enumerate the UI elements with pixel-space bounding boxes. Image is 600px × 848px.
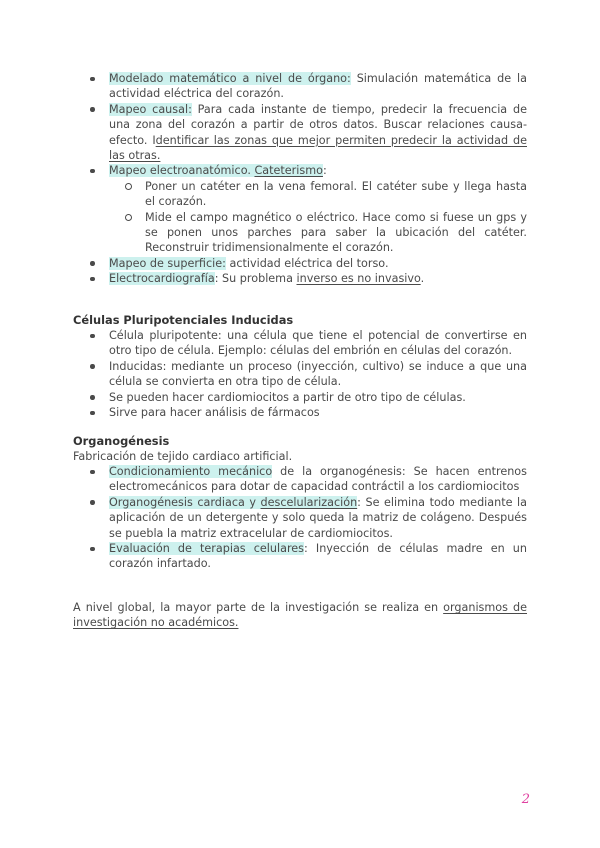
highlighted-label: Mapeo de superficie: (109, 256, 226, 270)
page-number: 2 (521, 792, 530, 807)
list-item: Célula pluripotente: una célula que tiene el potencial de convertirse en otro tipo de célula. Ejemplo: células del embrión en células del corazón. (109, 329, 527, 358)
list-item: Mapeo de superficie: actividad eléctrica del torso. (109, 256, 527, 271)
underlined-text: inverso es no invasivo (296, 272, 421, 286)
sub-list-item: Mide el campo magnético o eléctrico. Hace como si fuese un gps y se ponen unos parches para saber la ubicación del catéter. Reconstruir tridimensionalmente el corazón. (145, 210, 527, 255)
highlighted-label: Electrocardiografía (109, 272, 215, 286)
methods-list (0, 71, 600, 287)
section-heading: Organogénesis (73, 434, 170, 448)
list-item: Inducidas: mediante un proceso (inyección, cultivo) se induce a que una célula se convierta en otra tipo de célula. (109, 359, 527, 389)
sub-list-item: Poner un catéter en la vena femoral. El catéter sube y llega hasta el corazón. (145, 179, 527, 209)
underlined-text: dentificar las zonas que mejor permiten predecir la actividad de las otras. (109, 133, 527, 163)
highlighted-label: Modelado matemático a nivel de órgano: (109, 72, 351, 85)
list-item: Condicionamiento mecánico de la organogénesis: Se hacen entrenos electromecánicos para dotar de capacidad contráctil a los cardiomiocitos (109, 465, 527, 494)
underlined-text: organismos de investigación no académicos. (73, 601, 527, 630)
list-item: Sirve para hacer análisis de fármacos (109, 405, 527, 420)
list-item: Mapeo causal: Para cada instante de tiempo, predecir la frecuencia de una zona del corazón a partir de otros datos. Buscar relaciones causa-efecto. Identificar las zonas que mejor permiten predecir la actividad de las otras. (109, 102, 527, 163)
list-item: Modelado matemático a nivel de órgano: Simulación matemática de la actividad eléctrica del corazón. (109, 72, 528, 101)
list-item: Mapeo electroanatómico. Cateterismo: Poner un catéter en la vena femoral. El catéter sube y llega hasta el corazón. Mide el campo magnético o eléctrico. Hace como si fuese un gps y se ponen unos parches para saber la ubicación del catéter. Reconstruir tridimensionalmente el corazón. (109, 164, 527, 255)
list-item: Evaluación de terapias celulares: Inyección de células madre en un corazón infartado. (109, 542, 527, 571)
list-item: Se pueden hacer cardiomiocitos a partir de otro tipo de células. (109, 390, 527, 405)
highlighted-label: Evaluación de terapias celulares (109, 542, 305, 556)
section-heading: Células Pluripotenciales Inducidas (73, 313, 294, 327)
sub-list (109, 179, 527, 256)
list-item: Organogénesis cardiaca y descelularización: Se elimina todo mediante la aplicación de un detergente y solo queda la matriz de colágeno. Después se puebla la matriz extracelular de cardiomiocitos. (109, 495, 527, 540)
highlighted-label: Mapeo electroanatómico. Cateterismo (109, 164, 323, 178)
section-pluripotent (0, 328, 600, 420)
closing-paragraph: A nivel global, la mayor parte de la investigación se realiza en organismos de investigación no académicos. (73, 601, 527, 630)
section-organogenesis (0, 464, 600, 572)
section-methods (0, 71, 600, 287)
highlighted-label: Condicionamiento mecánico (109, 465, 273, 478)
section-intro: Fabricación de tejido cardiaco artificial. (73, 450, 293, 463)
pluripotent-list (0, 328, 600, 420)
list-item: Electrocardiografía: Su problema inverso es no invasivo. (109, 271, 527, 286)
organogenesis-list (0, 464, 600, 572)
highlighted-label: Organogénesis cardiaca y descelularización (109, 495, 358, 509)
highlighted-label: Mapeo causal: (109, 102, 192, 116)
